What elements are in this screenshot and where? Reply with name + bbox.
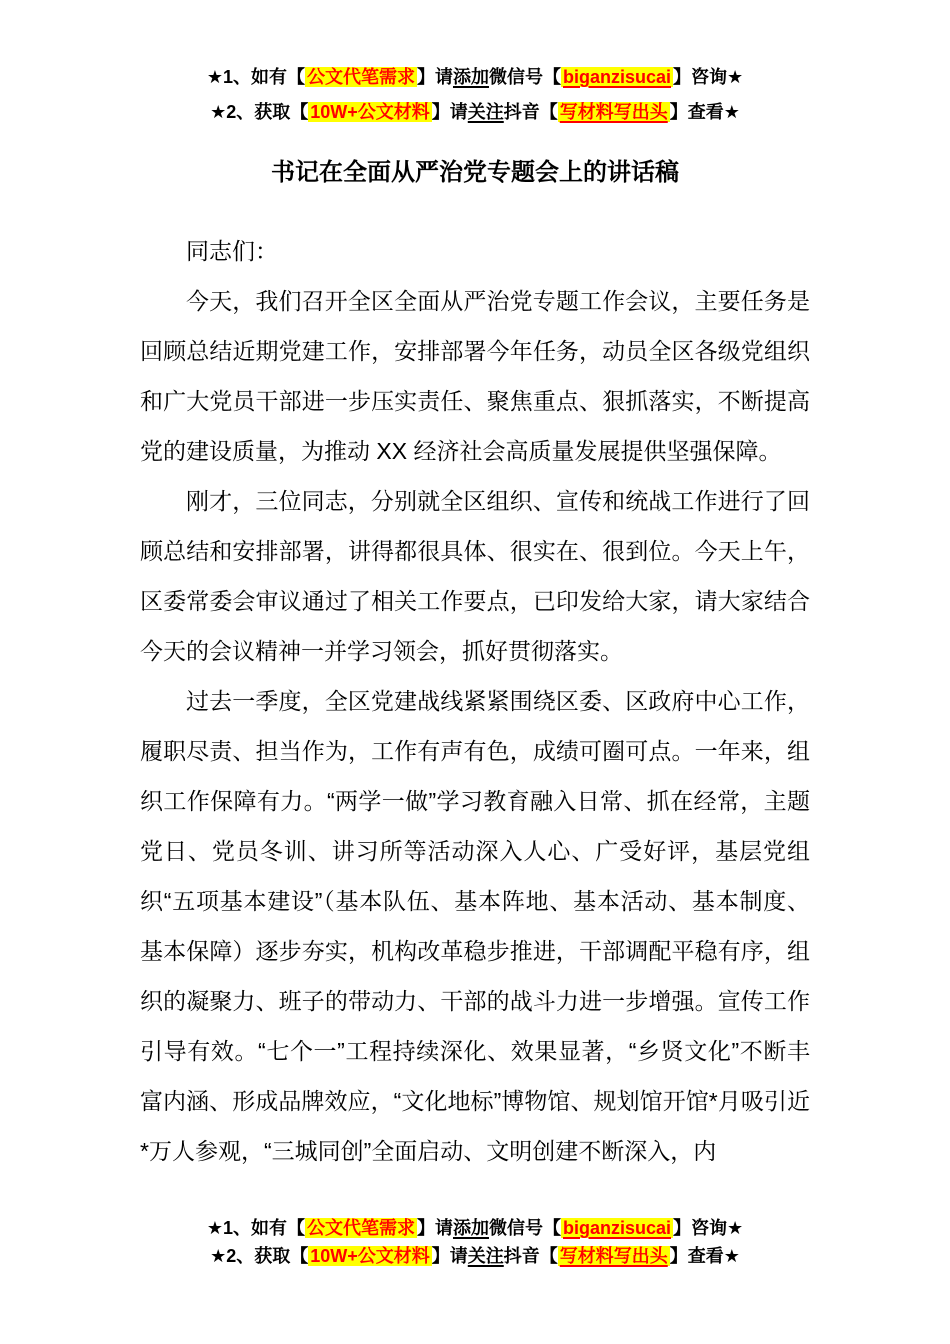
document-body — [140, 226, 810, 1186]
promo-header — [0, 0, 950, 130]
promo2-douyin-id: 写材料写出头 — [559, 1246, 668, 1266]
promo2-suffix: 】查看★ — [669, 102, 740, 122]
promo2-follow-underlined: 关注 — [467, 102, 504, 122]
promo1-suffix: 】咨询★ — [673, 1218, 744, 1238]
promo1-add-underlined: 添加 — [452, 67, 489, 87]
promo2-prefix: ★2、获取【 — [210, 1246, 309, 1266]
promo2-material-highlight: 10W+公文材料 — [310, 102, 430, 122]
promo2-follow-underlined: 关注 — [467, 1246, 504, 1266]
promo1-bracket: 】请 — [416, 1218, 453, 1238]
promo1-wechat-label: 微信号【 — [488, 67, 561, 87]
promo1-wechat-id: biganzisucai — [562, 1218, 672, 1238]
promo2-douyin-label: 抖音【 — [503, 102, 558, 122]
promo-footer — [0, 1214, 950, 1270]
promo2-prefix: ★2、获取【 — [210, 102, 309, 122]
promo-header-line-2 — [0, 95, 950, 130]
promo1-service-highlight: 公文代笔需求 — [306, 1218, 415, 1238]
promo1-bracket: 】请 — [416, 67, 453, 87]
promo1-prefix: ★1、如有【 — [206, 67, 305, 87]
promo-footer-line-1 — [0, 1214, 950, 1242]
promo1-wechat-id: biganzisucai — [562, 67, 672, 87]
promo2-bracket: 】请 — [431, 102, 468, 122]
salutation: 同志们： — [186, 238, 278, 264]
promo2-bracket: 】请 — [431, 1246, 468, 1266]
promo1-suffix: 】咨询★ — [673, 67, 744, 87]
promo1-add-underlined: 添加 — [452, 1218, 489, 1238]
promo2-suffix: 】查看★ — [669, 1246, 740, 1266]
paragraph-1: 今天，我们召开全区全面从严治党专题工作会议，主要任务是回顾总结近期党建工作，安排部署今年任务，动员全区各级党组织和广大党员干部进一步压实责任、聚焦重点、狠抓落实，不断提高党的建设质量，为推动 XX 经济社会高质量发展提供坚强保障。 — [140, 288, 810, 464]
promo1-prefix: ★1、如有【 — [206, 1218, 305, 1238]
promo2-material-highlight: 10W+公文材料 — [310, 1246, 430, 1266]
paragraph-2: 刚才，三位同志，分别就全区组织、宣传和统战工作进行了回顾总结和安排部署，讲得都很具体、很实在、很到位。今天上午，区委常委会审议通过了相关工作要点，已印发给大家，请大家结合今天的会议精神一并学习领会，抓好贯彻落实。 — [140, 488, 810, 664]
promo2-douyin-id: 写材料写出头 — [559, 102, 668, 122]
paragraph-3: 过去一季度，全区党建战线紧紧围绕区委、区政府中心工作，履职尽责、担当作为，工作有声有色，成绩可圈可点。一年来，组织工作保障有力。“两学一做”学习教育融入日常、抓在经常，主题党日、党员冬训、讲习所等活动深入人心、广受好评，基层党组织“五项基本建设”（基本队伍、基本阵地、基本活动、基本制度、基本保障）逐步夯实，机构改革稳步推进，干部调配平稳有序，组织的凝聚力、班子的带动力、干部的战斗力进一步增强。宣传工作引导有效。“七个一”工程持续深化、效果显著，“乡贤文化”不断丰富内涵、形成品牌效应，“文化地标”博物馆、规划馆开馆*月吸引近*万人参观，“三城同创”全面启动、文明创建不断深入，内 — [140, 688, 810, 1164]
promo2-douyin-label: 抖音【 — [503, 1246, 558, 1266]
promo-footer-line-2 — [0, 1242, 950, 1270]
document-title: 书记在全面从严治党专题会上的讲话稿 — [271, 159, 679, 186]
promo1-service-highlight: 公文代笔需求 — [306, 67, 415, 87]
promo1-wechat-label: 微信号【 — [488, 1218, 561, 1238]
promo-header-line-1 — [0, 60, 950, 95]
